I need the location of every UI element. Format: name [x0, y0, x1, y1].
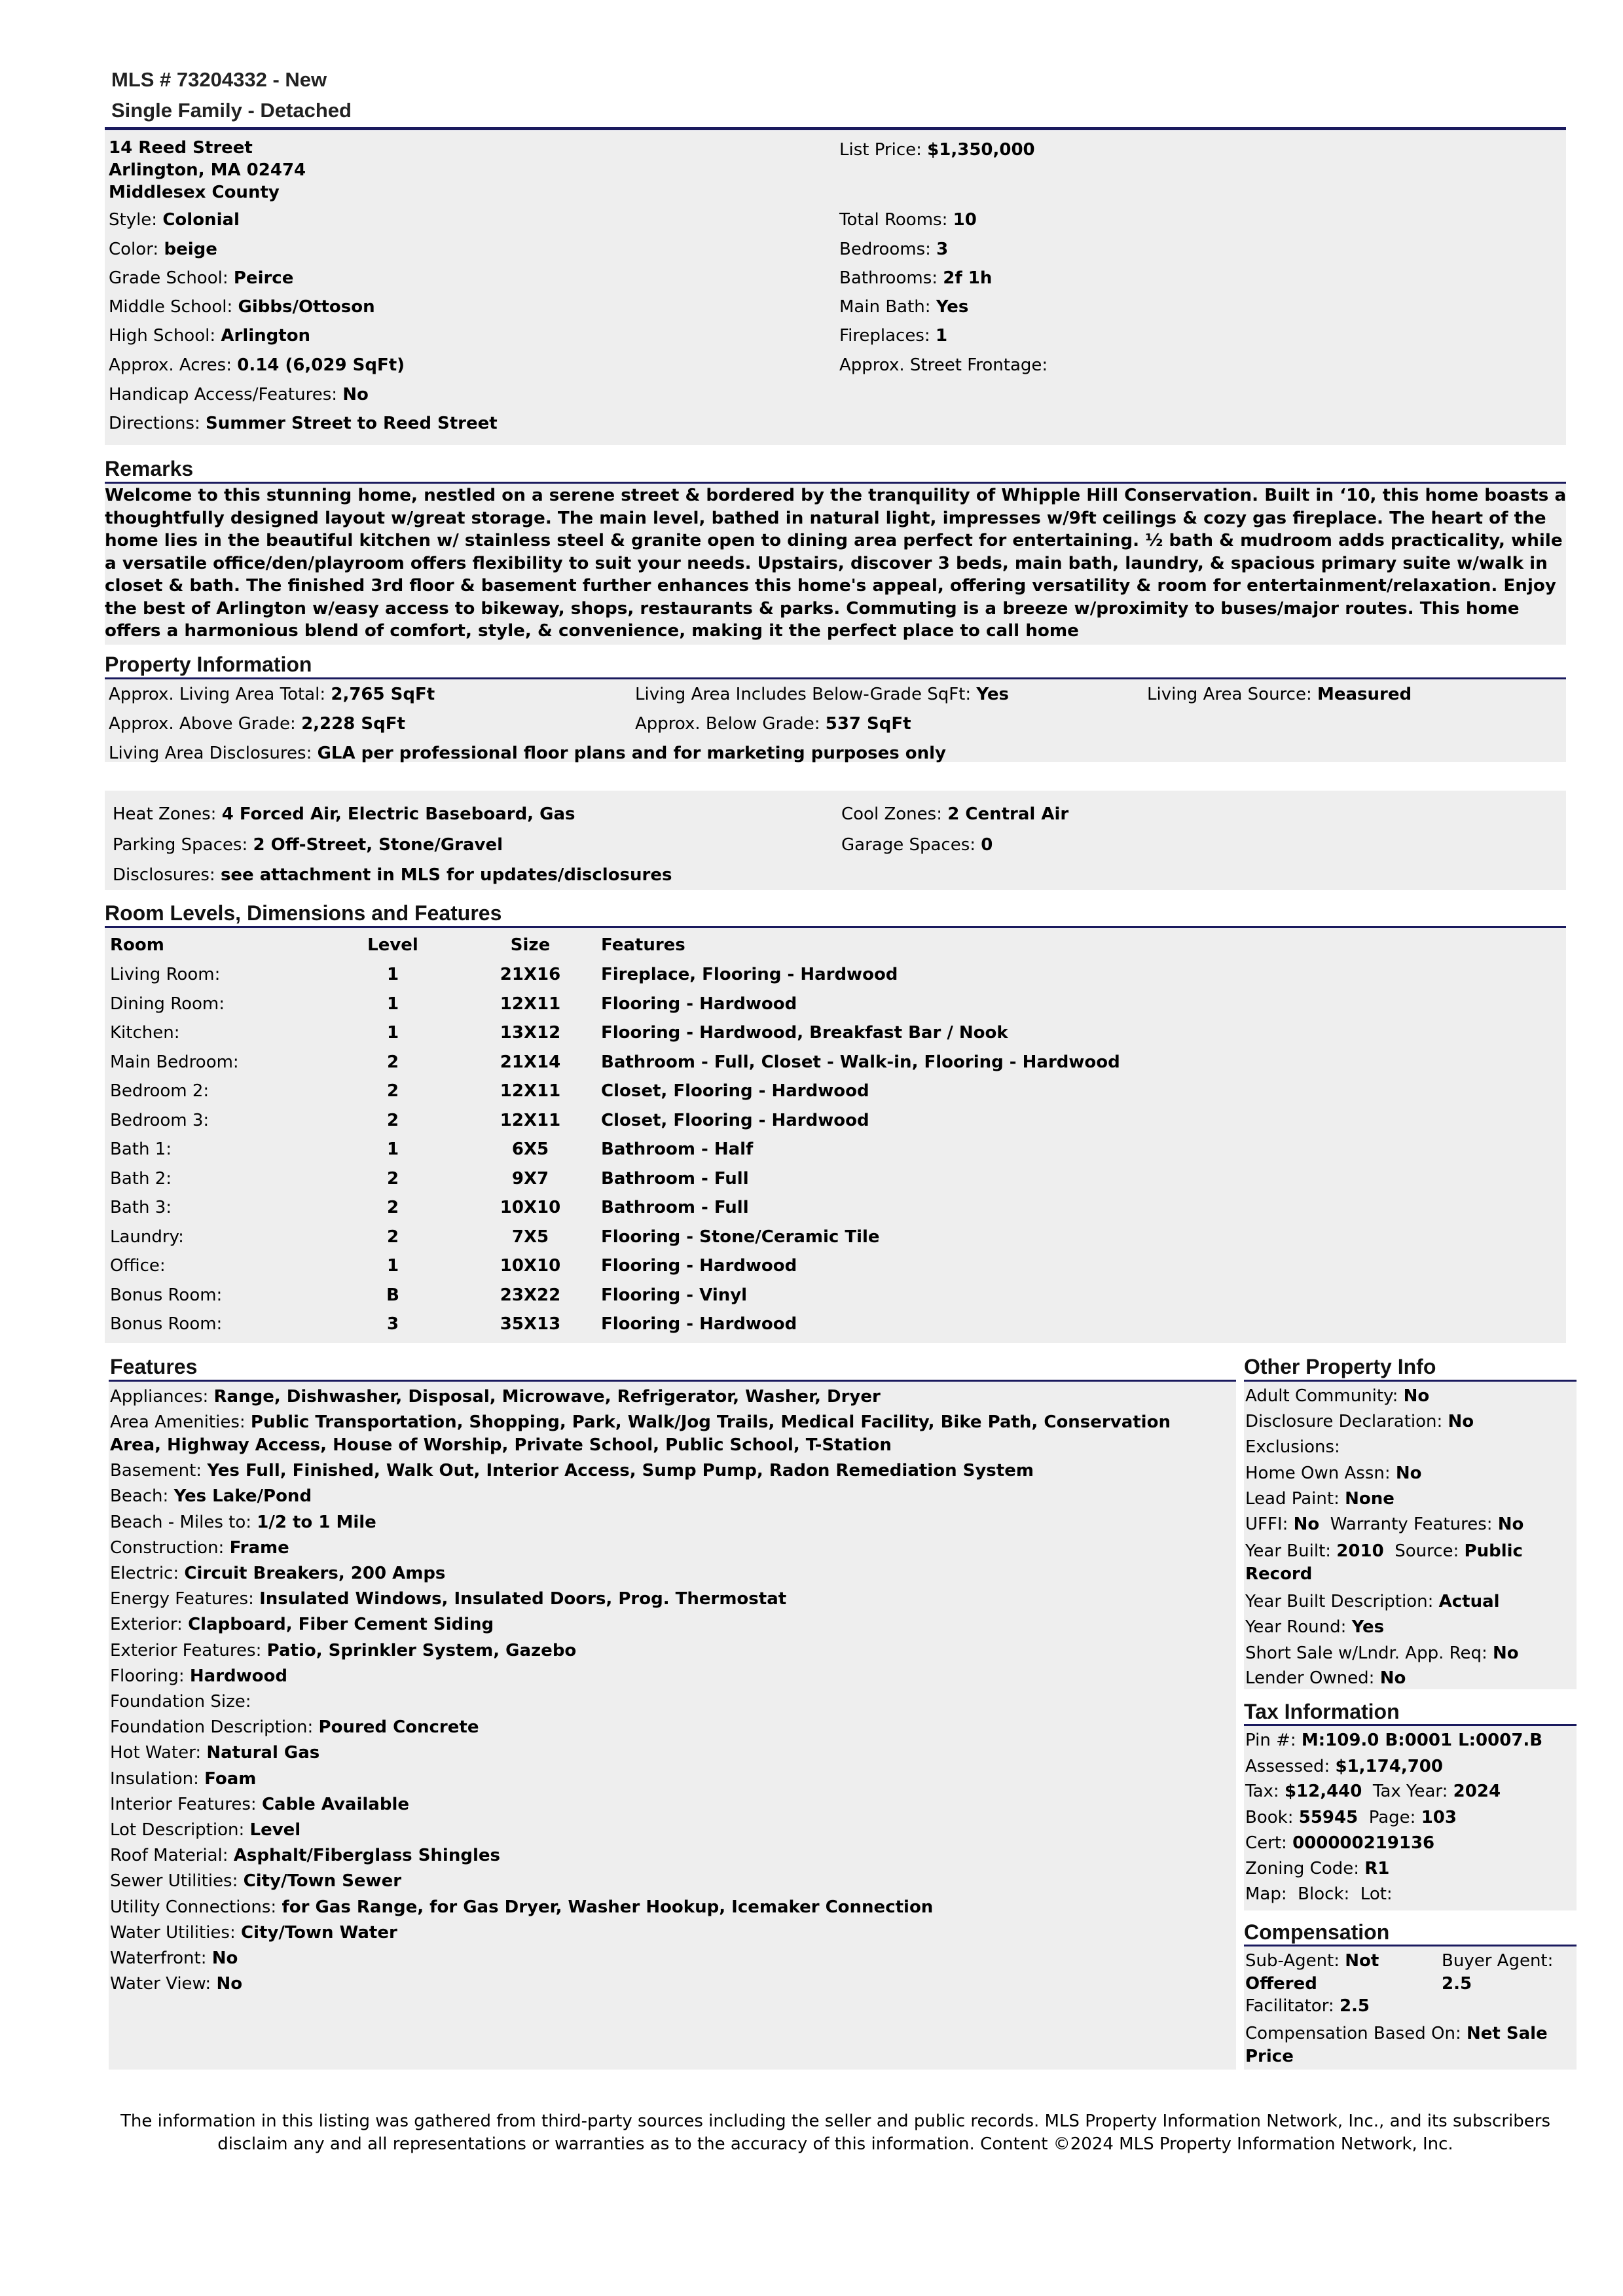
feature-foundation-size-label: Foundation Size: [110, 1692, 251, 1712]
cool-zones: Cool Zones: 2 Central Air [841, 804, 1069, 824]
feature-foundation-size [110, 1691, 1223, 1713]
summary-approx-acres [109, 355, 405, 375]
feature-waterfront-value: No [211, 1948, 238, 1968]
feature-energy-features-label: Energy Features: [110, 1589, 254, 1609]
address-street: 14 Reed Street [109, 138, 253, 158]
feature-waterfront-label: Waterfront: [110, 1948, 207, 1968]
feature-electric-label: Electric: [110, 1564, 179, 1583]
heat-zones: Heat Zones: 4 Forced Air, Electric Baseboard, Gas [113, 804, 575, 824]
summary-total-rooms [839, 210, 977, 230]
feature-basement-label: Basement: [110, 1461, 202, 1481]
garage-spaces: Garage Spaces: 0 [841, 835, 993, 855]
room-name: Bath 2: [110, 1168, 172, 1189]
lender-owned: Lender Owned: No [1245, 1668, 1406, 1688]
feature-area-amenities [110, 1411, 1223, 1457]
feature-hot-water [110, 1742, 1223, 1765]
feature-interior-features-value: Cable Available [261, 1794, 409, 1814]
lead-paint: Lead Paint: None [1245, 1489, 1395, 1509]
disclosure-declaration: Disclosure Declaration: No [1245, 1412, 1474, 1431]
parking-spaces: Parking Spaces: 2 Off-Street, Stone/Gravel [113, 835, 503, 855]
other-info-title: Other Property Info [1244, 1355, 1436, 1378]
room-name: Dining Room: [110, 994, 225, 1014]
summary-total-rooms-label: Total Rooms: [839, 210, 948, 230]
feature-construction-value: Frame [229, 1537, 289, 1558]
feature-waterfront [110, 1947, 1223, 1970]
feature-flooring-value: Hardwood [189, 1666, 288, 1686]
room-name: Kitchen: [110, 1023, 180, 1043]
disclosures: Disclosures: see attachment in MLS for updates/disclosures [113, 865, 672, 885]
uffi-warranty: UFFI: No Warranty Features: No [1245, 1515, 1524, 1534]
feature-water-utilities-label: Water Utilities: [110, 1922, 236, 1943]
summary-middle-school-label: Middle School: [109, 297, 233, 317]
feature-sewer-utilities [110, 1870, 1223, 1893]
feature-hot-water-label: Hot Water: [110, 1743, 202, 1763]
rooms-panel [105, 928, 1566, 1343]
room-name: Main Bedroom: [110, 1052, 239, 1072]
property-type: Single Family - Detached [111, 99, 352, 122]
summary-directions [109, 414, 498, 433]
living-area-total: Approx. Living Area Total: 2,765 SqFt [109, 685, 435, 704]
summary-color [109, 240, 217, 259]
feature-interior-features-label: Interior Features: [110, 1794, 257, 1814]
summary-fireplaces-label: Fireplaces: [839, 326, 930, 346]
feature-energy-features-value: Insulated Windows, Insulated Doors, Prog. Thermostat [259, 1589, 787, 1609]
feature-hot-water-value: Natural Gas [206, 1743, 320, 1763]
room-level: 3 [386, 1314, 399, 1334]
summary-style [109, 210, 240, 230]
room-level: 2 [386, 1168, 399, 1189]
feature-interior-features [110, 1793, 1223, 1816]
room-features: Flooring - Hardwood [601, 1314, 797, 1334]
summary-color-label: Color: [109, 240, 159, 259]
feature-lot-description-value: Level [249, 1820, 301, 1840]
room-features: Flooring - Stone/Ceramic Tile [601, 1227, 880, 1247]
year-built-description: Year Built Description: Actual [1245, 1592, 1500, 1611]
room-features: Closet, Flooring - Hardwood [601, 1110, 869, 1130]
address-county: Middlesex County [109, 183, 280, 202]
feature-beach-miles-to-value: 1/2 to 1 Mile [257, 1512, 376, 1532]
rooms-header-size: Size [510, 935, 551, 955]
below-grade-included: Living Area Includes Below-Grade SqFt: Yes [635, 685, 1009, 704]
exclusions: Exclusions: [1245, 1437, 1340, 1457]
room-size: 12X11 [500, 1081, 561, 1101]
feature-beach-miles-to [110, 1511, 1223, 1534]
footer-line-1: The information in this listing was gathered from third-party sources including the seller and public records. MLS Property Information Network, Inc., and its subscribers [120, 2111, 1550, 2131]
feature-beach-label: Beach: [110, 1486, 169, 1507]
room-size: 13X12 [500, 1023, 561, 1043]
feature-insulation [110, 1768, 1223, 1791]
room-size: 35X13 [500, 1314, 561, 1334]
pin-number: Pin #: M:109.0 B:0001 L:0007.B [1245, 1731, 1543, 1750]
cert: Cert: 000000219136 [1245, 1833, 1435, 1853]
room-features: Bathroom - Full [601, 1198, 749, 1217]
summary-grade-school-label: Grade School: [109, 268, 228, 288]
room-level: 1 [386, 1139, 399, 1159]
rooms-header-features: Features [601, 935, 685, 955]
rooms-header-room: Room [110, 935, 164, 955]
feature-energy-features [110, 1588, 1223, 1611]
feature-appliances-label: Appliances: [110, 1387, 209, 1407]
room-level: 1 [386, 965, 399, 984]
feature-roof-material-label: Roof Material: [110, 1846, 228, 1866]
summary-bathrooms-value: 2f 1h [943, 268, 993, 288]
feature-sewer-utilities-value: City/Town Sewer [243, 1871, 402, 1892]
above-grade: Approx. Above Grade: 2,228 SqFt [109, 714, 405, 734]
feature-appliances [110, 1386, 1223, 1408]
feature-roof-material [110, 1844, 1223, 1867]
feature-electric-value: Circuit Breakers, 200 Amps [184, 1564, 446, 1583]
remarks-text: Welcome to this stunning home, nestled on a serene street & bordered by the tranquility of Whipple Hill Conservation. Built in ‘10, this home boasts a thoughtfully designed layout w/great storage. The main level, bathed in natural light, impresses w/9ft ceilings & cozy gas fireplace. The heart of the home lies in the beautiful kitchen w/ stainless steel & granite open to dining area perfect for entertaining. ½ bath & mudroom adds practicality, while a versatile office/den/playroom offers flexibility to suit your needs. Upstairs, discover 3 beds, main bath, laundry, & spacious primary suite w/walk in closet & bath. The finished 3rd floor & basement further enhances this home's appeal, offering versatility & room for entertainment/relaxation. Enjoy the best of Arlington w/easy access to bikeway, shops, restaurants & parks. Commuting is a breeze w/proximity to buses/major routes. This home offers a harmonious blend of comfort, style, & convenience, making it the perfect place to call home [105, 486, 1567, 641]
summary-handicap-access-features-label: Handicap Access/Features: [109, 385, 338, 404]
feature-exterior-features-label: Exterior Features: [110, 1640, 262, 1660]
feature-insulation-value: Foam [204, 1768, 257, 1789]
summary-approx-acres-value: 0.14 (6,029 SqFt) [237, 355, 405, 375]
living-area-source: Living Area Source: Measured [1147, 685, 1412, 704]
feature-construction [110, 1537, 1223, 1560]
room-features: Bathroom - Full [601, 1168, 749, 1189]
summary-bedrooms [839, 240, 948, 259]
living-area-disclosures: Living Area Disclosures: GLA per professional floor plans and for marketing purposes only [109, 744, 947, 763]
summary-handicap-access-features [109, 385, 369, 404]
feature-water-view [110, 1973, 1223, 1996]
feature-water-view-label: Water View: [110, 1974, 211, 1994]
room-size: 10X10 [500, 1256, 561, 1276]
feature-exterior-label: Exterior: [110, 1615, 183, 1635]
property-info-title: Property Information [105, 653, 312, 676]
feature-exterior [110, 1613, 1223, 1636]
summary-style-value: Colonial [162, 210, 240, 230]
home-own-assn: Home Own Assn: No [1245, 1463, 1422, 1483]
summary-fireplaces [839, 326, 947, 346]
map-block-lot: Map: Block: Lot: [1245, 1884, 1393, 1904]
summary-high-school [109, 326, 310, 346]
feature-beach [110, 1485, 1223, 1508]
room-size: 21X14 [500, 1052, 561, 1072]
room-name: Office: [110, 1256, 166, 1276]
room-name: Bonus Room: [110, 1314, 223, 1334]
feature-water-utilities-value: City/Town Water [241, 1922, 397, 1943]
room-name: Bath 3: [110, 1198, 172, 1217]
room-name: Living Room: [110, 965, 221, 984]
feature-electric [110, 1562, 1223, 1585]
feature-appliances-value: Range, Dishwasher, Disposal, Microwave, Refrigerator, Washer, Dryer [213, 1387, 881, 1407]
summary-bathrooms [839, 268, 992, 288]
summary-grade-school [109, 268, 293, 288]
rooms-title: Room Levels, Dimensions and Features [105, 901, 502, 925]
room-features: Flooring - Vinyl [601, 1285, 748, 1305]
feature-flooring-label: Flooring: [110, 1666, 185, 1686]
feature-exterior-value: Clapboard, Fiber Cement Siding [188, 1615, 494, 1635]
feature-utility-connections-label: Utility Connections: [110, 1897, 277, 1917]
room-name: Bath 1: [110, 1139, 172, 1159]
feature-lot-description [110, 1819, 1223, 1842]
compensation-based-on: Compensation Based On: Net Sale Price [1245, 2024, 1548, 2066]
room-level: 1 [386, 1023, 399, 1043]
room-name: Bonus Room: [110, 1285, 223, 1305]
feature-foundation-description-value: Poured Concrete [318, 1717, 479, 1738]
feature-roof-material-value: Asphalt/Fiberglass Shingles [233, 1846, 500, 1866]
feature-basement [110, 1460, 1223, 1482]
tax-amount: Tax: $12,440 Tax Year: 2024 [1245, 1782, 1501, 1801]
feature-sewer-utilities-label: Sewer Utilities: [110, 1871, 238, 1892]
summary-middle-school-value: Gibbs/Ottoson [238, 297, 375, 317]
summary-color-value: beige [164, 240, 217, 259]
summary-high-school-label: High School: [109, 326, 216, 346]
feature-water-utilities [110, 1922, 1223, 1945]
summary-directions-label: Directions: [109, 414, 200, 433]
room-features: Bathroom - Half [601, 1139, 754, 1159]
room-size: 23X22 [500, 1285, 561, 1305]
below-grade: Approx. Below Grade: 537 SqFt [635, 714, 911, 734]
room-name: Laundry: [110, 1227, 184, 1247]
summary-middle-school [109, 297, 375, 317]
room-features: Closet, Flooring - Hardwood [601, 1081, 869, 1101]
rooms-header-level: Level [367, 935, 418, 955]
summary-grade-school-value: Peirce [233, 268, 294, 288]
address-block [109, 137, 306, 204]
summary-high-school-value: Arlington [221, 326, 311, 346]
summary-main-bath-value: Yes [936, 297, 969, 317]
feature-foundation-description [110, 1716, 1223, 1739]
feature-exterior-features [110, 1640, 1223, 1662]
summary-bathrooms-label: Bathrooms: [839, 268, 938, 288]
room-features: Bathroom - Full, Closet - Walk-in, Flooring - Hardwood [601, 1052, 1120, 1072]
summary-style-label: Style: [109, 210, 158, 230]
footer-disclaimer [105, 2110, 1566, 2156]
room-features: Flooring - Hardwood [601, 1256, 797, 1276]
feature-basement-value: Yes Full, Finished, Walk Out, Interior Access, Sump Pump, Radon Remediation System [207, 1461, 1034, 1481]
feature-construction-label: Construction: [110, 1537, 225, 1558]
summary-approx-street-frontage-label: Approx. Street Frontage: [839, 355, 1048, 375]
room-level: 2 [386, 1198, 399, 1217]
room-level: 1 [386, 994, 399, 1014]
feature-area-amenities-label: Area Amenities: [110, 1412, 246, 1433]
room-size: 9X7 [511, 1168, 549, 1189]
summary-fireplaces-value: 1 [935, 326, 948, 346]
zoning-code: Zoning Code: R1 [1245, 1859, 1390, 1878]
feature-beach-miles-to-label: Beach - Miles to: [110, 1512, 251, 1532]
room-size: 6X5 [511, 1139, 549, 1159]
header-rule [105, 127, 1566, 130]
room-level: 2 [386, 1052, 399, 1072]
summary-total-rooms-value: 10 [953, 210, 977, 230]
feature-insulation-label: Insulation: [110, 1768, 199, 1789]
room-level: 2 [386, 1110, 399, 1130]
room-name: Bedroom 2: [110, 1081, 210, 1101]
room-size: 21X16 [500, 965, 561, 984]
feature-area-amenities-value: Public Transportation, Shopping, Park, Walk/Jog Trails, Medical Facility, Bike Path, Conservation Area, Highway Access, House of Worship, Private School, Public School, T-Station [110, 1412, 1171, 1456]
room-size: 10X10 [500, 1198, 561, 1217]
feature-flooring [110, 1665, 1223, 1688]
summary-main-bath [839, 297, 968, 317]
buyer-agent: Buyer Agent: 2.5 [1442, 1951, 1554, 1994]
feature-lot-description-label: Lot Description: [110, 1820, 245, 1840]
address-city: Arlington, MA 02474 [109, 160, 306, 180]
remarks-title: Remarks [105, 457, 194, 480]
summary-approx-acres-label: Approx. Acres: [109, 355, 232, 375]
summary-main-bath-label: Main Bath: [839, 297, 931, 317]
facilitator: Facilitator: 2.5 [1245, 1996, 1370, 2016]
room-features: Flooring - Hardwood [601, 994, 797, 1014]
feature-exterior-features-value: Patio, Sprinkler System, Gazebo [266, 1640, 577, 1660]
list-price: List Price: $1,350,000 [839, 140, 1035, 160]
short-sale: Short Sale w/Lndr. App. Req: No [1245, 1643, 1519, 1663]
feature-beach-value: Yes Lake/Pond [173, 1486, 312, 1507]
feature-utility-connections-value: for Gas Range, for Gas Dryer, Washer Hookup, Icemaker Connection [282, 1897, 934, 1917]
room-level: 2 [386, 1081, 399, 1101]
year-built: Year Built: 2010 Source: Public Record [1245, 1541, 1523, 1584]
feature-foundation-description-label: Foundation Description: [110, 1717, 314, 1738]
sub-agent: Sub-Agent: Not Offered [1245, 1951, 1379, 1994]
feature-utility-connections [110, 1896, 1223, 1919]
assessed: Assessed: $1,174,700 [1245, 1757, 1443, 1776]
feature-water-view-value: No [216, 1974, 243, 1994]
room-name: Bedroom 3: [110, 1110, 210, 1130]
summary-bedrooms-label: Bedrooms: [839, 240, 931, 259]
room-size: 7X5 [511, 1227, 549, 1247]
mls-number: MLS # 73204332 - New [111, 68, 327, 91]
compensation-title: Compensation [1244, 1920, 1390, 1944]
tax-title: Tax Information [1244, 1700, 1400, 1723]
summary-directions-value: Summer Street to Reed Street [206, 414, 498, 433]
book-page: Book: 55945 Page: 103 [1245, 1808, 1457, 1827]
features-title: Features [110, 1355, 198, 1378]
summary-handicap-access-features-value: No [342, 385, 369, 404]
footer-line-2: disclaim any and all representations or warranties as to the accuracy of this information. Content ©2024 MLS Property Information Network, Inc. [217, 2134, 1453, 2154]
listing-header [111, 64, 352, 126]
year-round: Year Round: Yes [1245, 1617, 1385, 1637]
room-features: Flooring - Hardwood, Breakfast Bar / Nook [601, 1023, 1008, 1043]
summary-approx-street-frontage [839, 355, 1048, 375]
adult-community: Adult Community: No [1245, 1386, 1430, 1406]
room-level: 1 [386, 1256, 399, 1276]
room-level: B [386, 1285, 399, 1305]
room-level: 2 [386, 1227, 399, 1247]
summary-bedrooms-value: 3 [936, 240, 949, 259]
room-size: 12X11 [500, 994, 561, 1014]
room-size: 12X11 [500, 1110, 561, 1130]
room-features: Fireplace, Flooring - Hardwood [601, 965, 898, 984]
